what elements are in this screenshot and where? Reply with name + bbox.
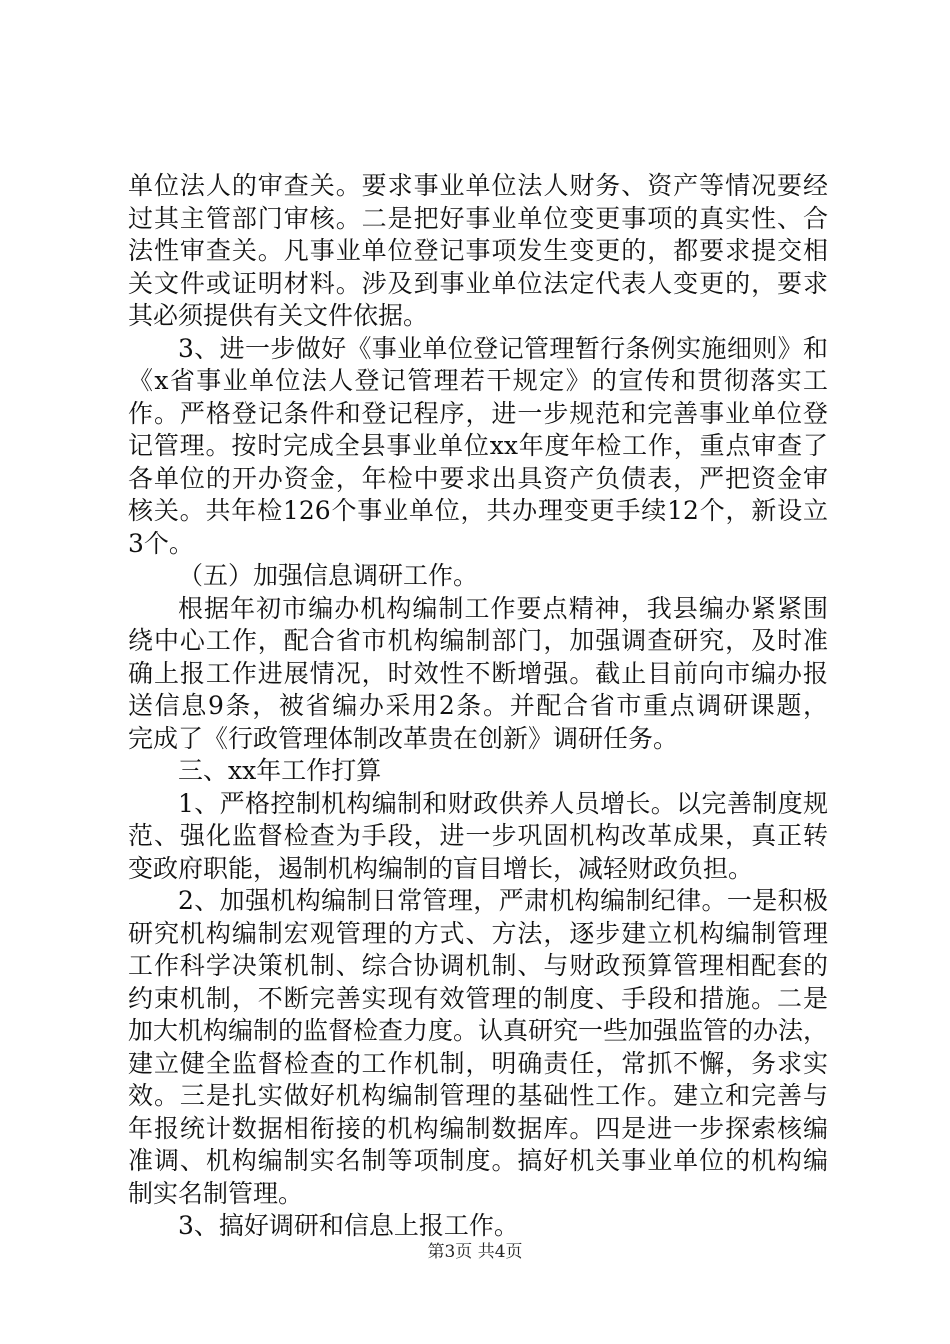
text-line: 《x省事业单位法人登记管理若干规定》的宣传和贯彻落实工 (128, 366, 828, 395)
paragraph (128, 885, 828, 1210)
text-line: 范、强化监督检查为手段，进一步巩固机构改革成果，真正转 (128, 821, 828, 850)
text-line: 作。严格登记条件和登记程序，进一步规范和完善事业单位登 (128, 398, 828, 428)
text-line: 3个。 (128, 528, 194, 558)
text-line: 年报统计数据相衔接的机构编制数据库。四是进一步探索核编 (128, 1113, 828, 1143)
paragraph (128, 170, 828, 333)
text-line: 建立健全监督检查的工作机制，明确责任，常抓不懈，务求实 (128, 1048, 828, 1078)
body-text (128, 170, 828, 1243)
text-line: 1、严格控制机构编制和财政供养人员增长。以完善制度规 (178, 788, 828, 818)
text-line: 确上报工作进展情况，时效性不断增强。截止目前向市编办报 (128, 658, 828, 688)
text-line: 绕中心工作，配合省市机构编制部门，加强调查研究，及时准 (128, 626, 828, 655)
page-footer: 第3页 共4页 (427, 1242, 523, 1262)
paragraph (128, 755, 828, 788)
text-line: 核关。共年检126个事业单位，共办理变更手续12个，新设立 (128, 496, 828, 525)
text-line: 效。三是扎实做好机构编制管理的基础性工作。建立和完善与 (128, 1081, 828, 1110)
text-line: 研究机构编制宏观管理的方式、方法，逐步建立机构编制管理 (128, 918, 828, 948)
text-line: 三、xx年工作打算 (178, 756, 382, 785)
text-line: （五）加强信息调研工作。 (178, 561, 479, 590)
paragraph (128, 560, 828, 593)
text-line: 加大机构编制的监督检查力度。认真研究一些加强监管的办法， (128, 1016, 828, 1045)
text-line: 2、加强机构编制日常管理，严肃机构编制纪律。一是积极 (178, 886, 828, 915)
text-line: 法性审查关。凡事业单位登记事项发生变更的，都要求提交相 (128, 236, 828, 265)
text-line: 约束机制，不断完善实现有效管理的制度、手段和措施。二是 (128, 983, 828, 1013)
text-line: 单位法人的审查关。要求事业单位法人财务、资产等情况要经 (128, 171, 828, 200)
text-line: 准调、机构编制实名制等项制度。搞好机关事业单位的机构编 (128, 1146, 828, 1175)
text-line: 3、搞好调研和信息上报工作。 (178, 1211, 519, 1240)
text-line: 过其主管部门审核。二是把好事业单位变更事项的真实性、合 (128, 203, 828, 233)
text-line: 工作科学决策机制、综合协调机制、与财政预算管理相配套的 (128, 951, 828, 980)
text-line: 完成了《行政管理体制改革贵在创新》调研任务。 (128, 723, 679, 753)
text-line: 根据年初市编办机构编制工作要点精神，我县编办紧紧围 (178, 593, 828, 623)
text-line: 变政府职能，遏制机构编制的盲目增长，减轻财政负担。 (128, 853, 754, 883)
text-line: 其必须提供有关文件依据。 (128, 301, 429, 330)
paragraph (128, 593, 828, 756)
text-line: 制实名制管理。 (128, 1178, 304, 1208)
text-line: 3、进一步做好《事业单位登记管理暂行条例实施细则》和 (178, 333, 828, 363)
text-line: 各单位的开办资金，年检中要求出具资产负债表，严把资金审 (128, 463, 828, 493)
paragraph (128, 1210, 828, 1243)
paragraph (128, 788, 828, 886)
text-line: 关文件或证明材料。涉及到事业单位法定代表人变更的，要求 (128, 268, 828, 298)
paragraph (128, 333, 828, 561)
text-line: 送信息9条，被省编办采用2条。并配合省市重点调研课题， (128, 691, 828, 720)
text-line: 记管理。按时完成全县事业单位xx年度年检工作，重点审查了 (128, 431, 828, 460)
